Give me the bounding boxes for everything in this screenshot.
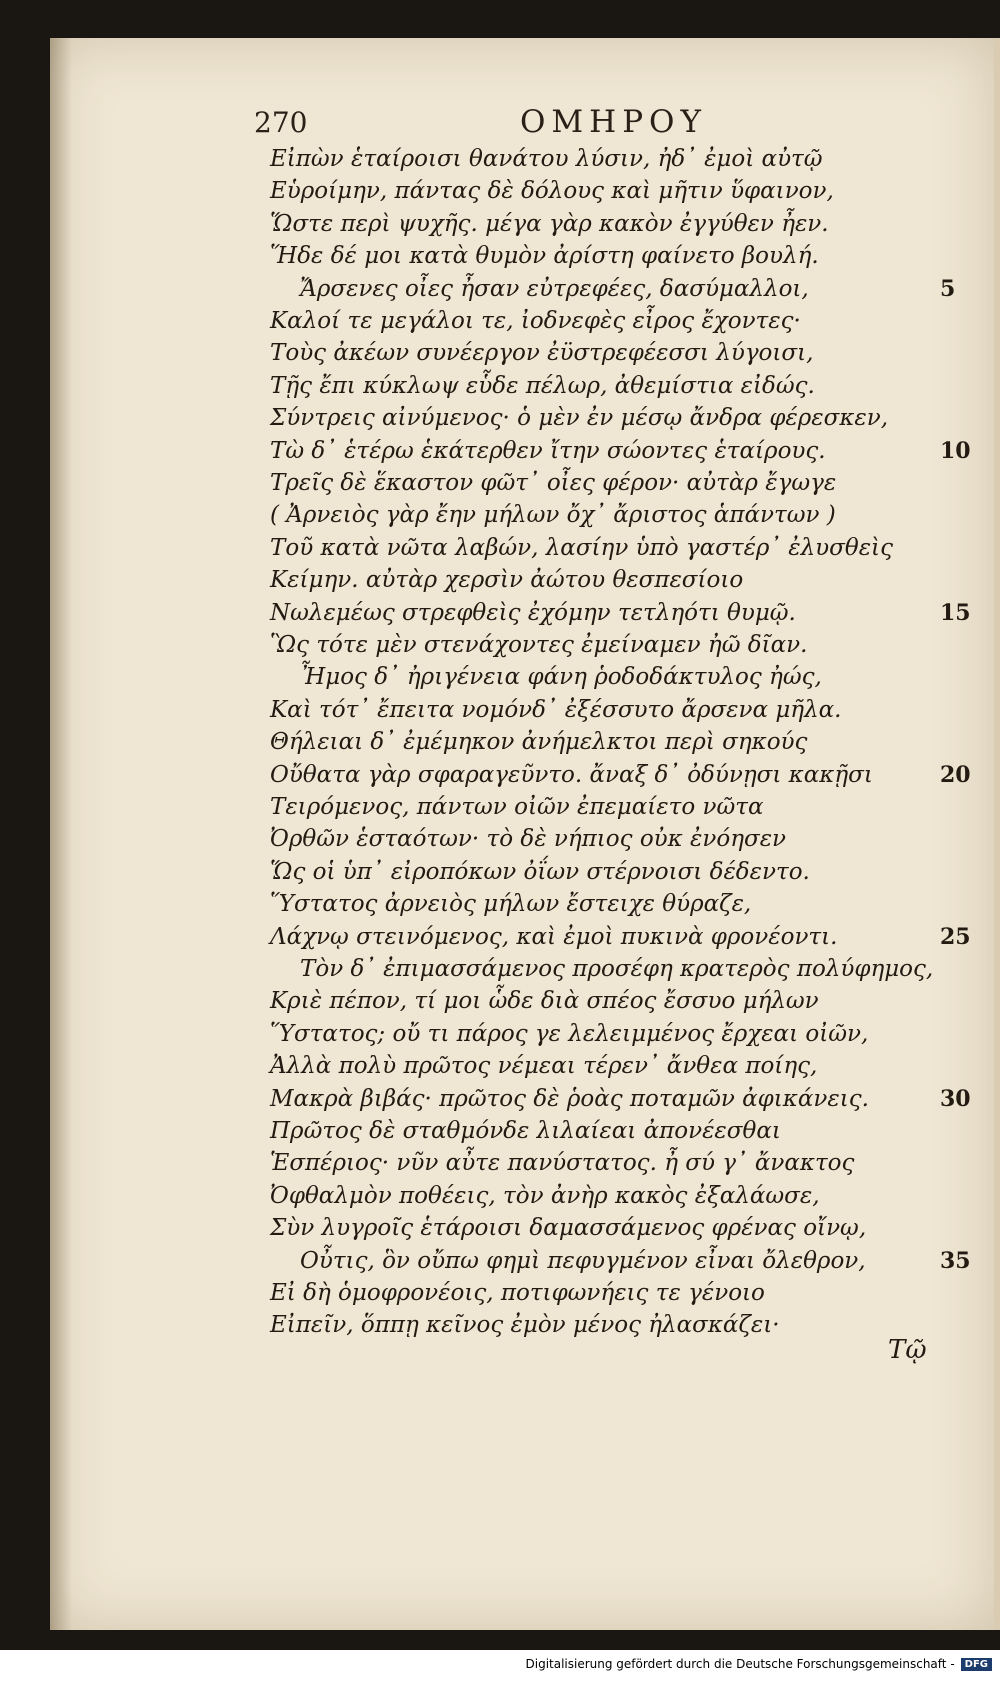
verse-line <box>50 308 994 340</box>
verse-line-text: Ἀλλὰ πολὺ πρῶτος νέμεαι τέρεν᾽ ἄνθεα ποίης, <box>270 1053 818 1080</box>
verse-line-text: Ἄρσενες οἶες ἦσαν εὐτρεφέες, δασύμαλλοι, <box>300 275 809 302</box>
verse-line <box>50 1150 994 1182</box>
verse-line <box>50 988 994 1020</box>
verse-line <box>50 373 994 405</box>
line-number: 10 <box>940 437 971 464</box>
verse-line <box>50 697 994 729</box>
verse-line-text: Οὖτις, ὃν οὔπω φημὶ πεφυγμένον εἶναι ὄλεθρον, <box>300 1247 866 1274</box>
verse-line-text: ( Ἀρνειὸς γὰρ ἔην μήλων ὄχ᾽ ἄριστος ἁπάντων ) <box>270 502 836 529</box>
verse-line-text: Μακρὰ βιβάς· πρῶτος δὲ ῥοὰς ποταμῶν ἀφικάνεις. <box>270 1085 869 1112</box>
page-header <box>50 106 994 146</box>
verse-line-text: Εὑροίμην, πάντας δὲ δόλους καὶ μῆτιν ὕφαινον, <box>270 178 834 205</box>
book-page <box>50 38 1000 1630</box>
verse-line <box>50 178 994 210</box>
line-number: 15 <box>940 599 971 626</box>
verse-line-text: Ὕστατος; οὔ τι πάρος γε λελειμμένος ἔρχεαι οἰῶν, <box>270 1020 869 1047</box>
running-title: ΟΜΗΡΟΥ <box>520 104 707 140</box>
verse-line <box>50 535 994 567</box>
line-number: 20 <box>940 761 971 788</box>
verse-line-text: Ὥστε περὶ ψυχῆς. μέγα γὰρ κακὸν ἐγγύθεν ἦεν. <box>270 210 829 237</box>
verse-line-text: Τὼ δ᾽ ἑτέρω ἑκάτερθεν ἴτην σώοντες ἑταίρους. <box>270 437 826 464</box>
verse-line <box>50 859 994 891</box>
verse-line-text: Ὀφθαλμὸν ποθέεις, τὸν ἀνὴρ κακὸς ἐξαλάωσε, <box>270 1182 820 1209</box>
verse-line <box>50 891 994 923</box>
verse-line <box>50 276 994 308</box>
dfg-logo-icon: DFG <box>961 1658 992 1671</box>
verse-line <box>50 924 994 956</box>
verse-line <box>50 1248 994 1280</box>
verse-line-text: Εἰ δὴ ὁμοφρονέοις, ποτιφωνήεις τε γένοιο <box>270 1280 765 1306</box>
verse-line-text: Ὕστατος ἀρνειὸς μήλων ἔστειχε θύραζε, <box>270 891 752 918</box>
verse-line <box>50 1118 994 1150</box>
verse-line-text: Τοὺς ἀκέων συνέεργον ἐϋστρεφέεσσι λύγοισι, <box>270 340 814 367</box>
footer-credit: Digitalisierung gefördert durch die Deutsche Forschungsgemeinschaft - <box>525 1657 955 1671</box>
verse-line-text: Καὶ τότ᾽ ἔπειτα νομόνδ᾽ ἐξέσσυτο ἄρσενα μῆλα. <box>270 696 842 723</box>
verse-line-text: Νωλεμέως στρεφθεὶς ἐχόμην τετληότι θυμῷ. <box>270 599 796 626</box>
verse-line <box>50 600 994 632</box>
verse-line <box>50 567 994 599</box>
verse-line <box>50 1086 994 1118</box>
verse-line-text: Τρεῖς δὲ ἕκαστον φῶτ᾽ οἶες φέρον· αὐτὰρ ἔγωγε <box>270 470 837 496</box>
catchword: Τῷ <box>888 1335 927 1365</box>
verse-line-text: Καλοί τε μεγάλοι τε, ἰοδνεφὲς εἶρος ἔχοντες· <box>270 308 801 334</box>
verse-line <box>50 1053 994 1085</box>
verse-line <box>50 762 994 794</box>
verse-line-text: Τῇς ἔπι κύκλωψ εὗδε πέλωρ, ἀθεμίστια εἰδώς. <box>270 372 815 399</box>
verse-line-text: Εἰπὼν ἑταίροισι θανάτου λύσιν, ἠδ᾽ ἐμοὶ αὐτῷ <box>270 146 823 172</box>
verse-line-text: Σύντρεις αἰνύμενος· ὁ μὲν ἐν μέσῳ ἄνδρα φέρεσκεν, <box>270 405 889 432</box>
verse-line-text: Κριὲ πέπον, τί μοι ὧδε διὰ σπέος ἔσσυο μήλων <box>270 988 819 1015</box>
verse-line-text: Οὔθατα γὰρ σφαραγεῦντο. ἄναξ δ᾽ ὀδύνῃσι κακῇσι <box>270 761 873 788</box>
verse-line <box>50 1215 994 1247</box>
verse-line-text: Ἑσπέριος· νῦν αὖτε πανύστατος. ἦ σύ γ᾽ ἄνακτος <box>270 1150 855 1177</box>
verse-line <box>50 340 994 372</box>
verse-line <box>50 1312 994 1344</box>
verse-line <box>50 470 994 502</box>
verse-line-text: Ἦμος δ᾽ ἠριγένεια φάνη ῥοδοδάκτυλος ἠώς, <box>300 664 822 691</box>
verse-line-text: Τειρόμενος, πάντων οἰῶν ἐπεμαίετο νῶτα <box>270 794 764 820</box>
verse-line <box>50 405 994 437</box>
verse-line <box>50 438 994 470</box>
verse-line-text: Λάχνῳ στεινόμενος, καὶ ἐμοὶ πυκινὰ φρονέοντι. <box>270 923 838 950</box>
line-number: 35 <box>940 1247 971 1274</box>
verse-line-text: Σὺν λυγροῖς ἑτάροισι δαμασσάμενος φρένας οἴνῳ, <box>270 1215 867 1242</box>
verse-line <box>50 502 994 534</box>
verse-line <box>50 664 994 696</box>
verse-line-text: Ὣς τότε μὲν στενάχοντες ἐμείναμεν ἠῶ δῖαν. <box>270 632 808 658</box>
verse-line-text: Ὥς οἱ ὑπ᾽ εἰροπόκων ὀΐων στέρνοισι δέδεντο. <box>270 858 810 885</box>
page-number: 270 <box>254 106 308 139</box>
verse-line <box>50 826 994 858</box>
verse-line <box>50 632 994 664</box>
verse-line-text: Ὀρθῶν ἑσταότων· τὸ δὲ νήπιος οὐκ ἐνόησεν <box>270 826 787 853</box>
verse-line <box>50 956 994 988</box>
verse-line-text: Εἰπεῖν, ὅππῃ κεῖνος ἐμὸν μένος ἠλασκάζει· <box>270 1312 780 1339</box>
verse-line <box>50 1021 994 1053</box>
verse-line <box>50 211 994 243</box>
line-number: 5 <box>940 275 956 302</box>
verse-line-text: Τὸν δ᾽ ἐπιμασσάμενος προσέφη κρατερὸς πολύφημος, <box>300 956 934 982</box>
line-number: 25 <box>940 923 971 950</box>
verse-line <box>50 729 994 761</box>
digitization-footer <box>526 1657 993 1671</box>
verse-line-text: Κείμην. αὐτὰρ χερσὶν ἀώτου θεσπεσίοιο <box>270 567 744 594</box>
verse-line-text: Πρῶτος δὲ σταθμόνδε λιλαίεαι ἀπονέεσθαι <box>270 1118 781 1144</box>
verse-line <box>50 794 994 826</box>
verse-line-text: Ἥδε δέ μοι κατὰ θυμὸν ἀρίστη φαίνετο βουλή. <box>270 243 819 270</box>
verse-line <box>50 243 994 275</box>
verse-line <box>50 1183 994 1215</box>
verse-line-text: Τοῦ κατὰ νῶτα λαβών, λασίην ὑπὸ γαστέρ᾽ ἐλυσθεὶς <box>270 534 893 561</box>
verse-line <box>50 1280 994 1312</box>
verse-line-text: Θήλειαι δ᾽ ἐμέμηκον ἀνήμελκτοι περὶ σηκούς <box>270 729 808 756</box>
verse-line <box>50 146 994 178</box>
line-number: 30 <box>940 1085 971 1112</box>
